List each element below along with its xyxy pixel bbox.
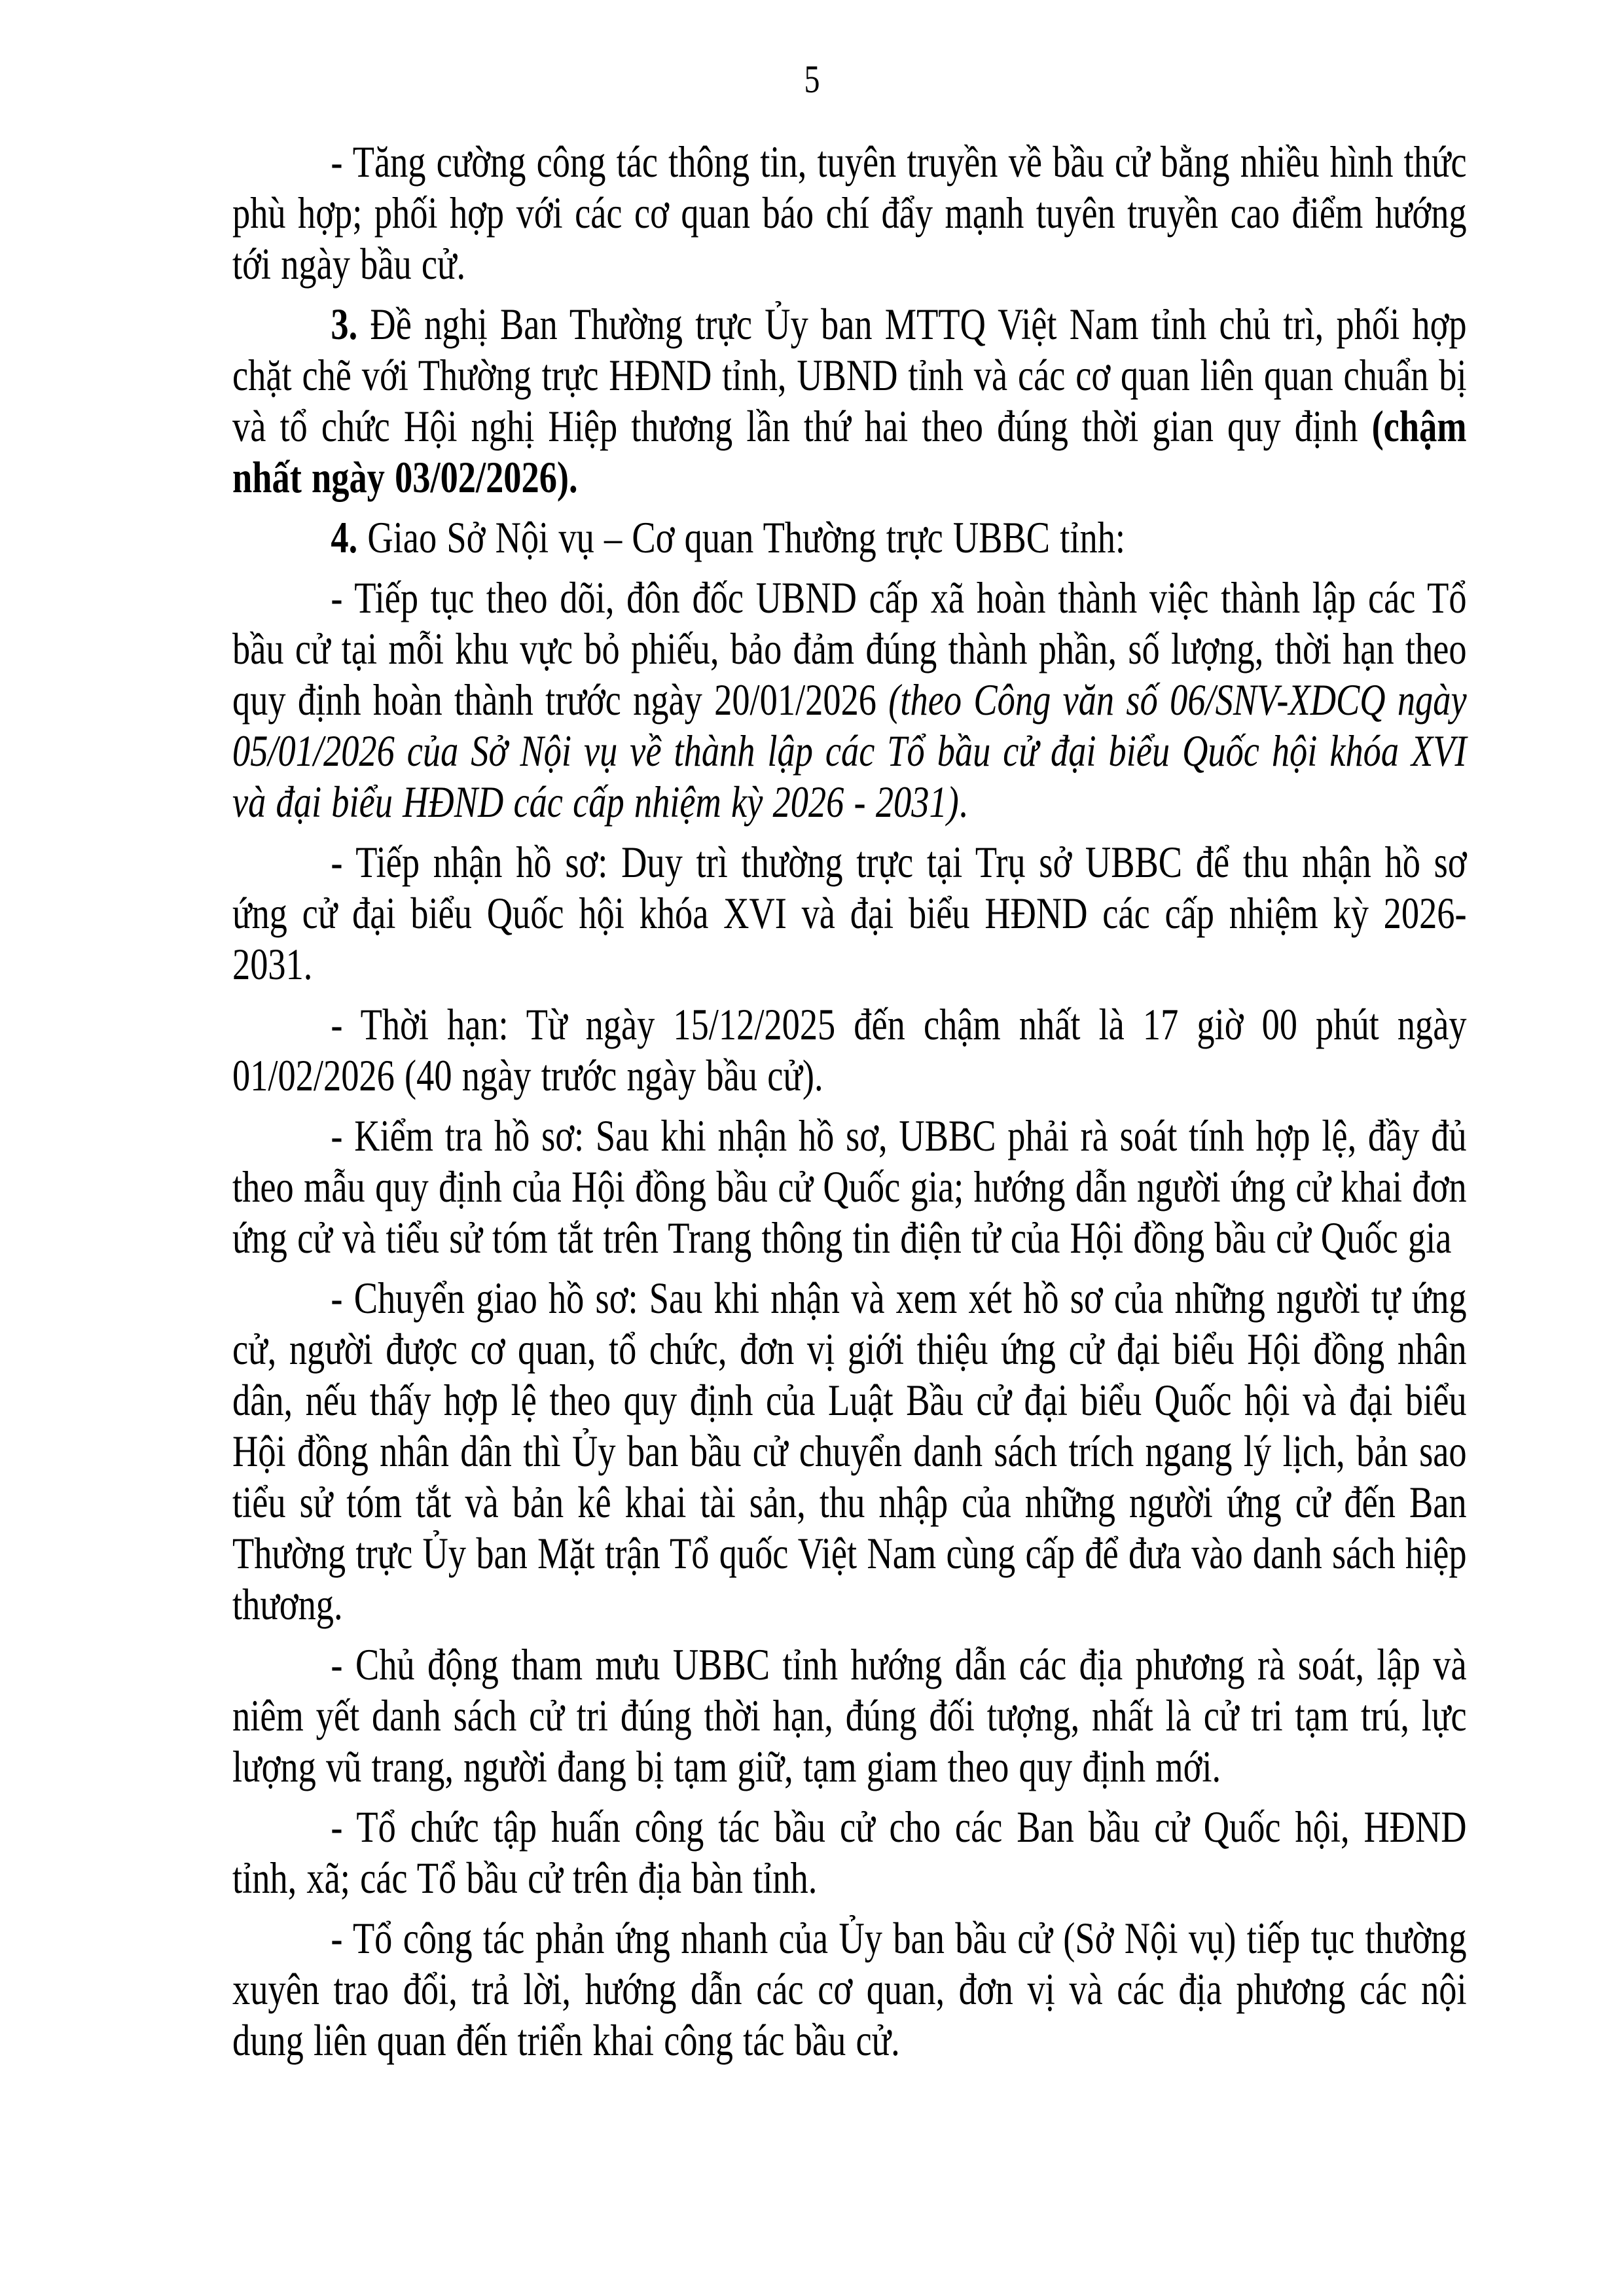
text-segment: - Kiểm tra hồ sơ: Sau khi nhận hồ sơ, UBBC phải rà soát tính hợp lệ, đầy đủ theo mẫu quy định của Hội đồng bầu cử Quốc gia; hướng dẫn người ứng cử khai đơn ứng cử và tiểu sử tóm tắt trên Trang thông tin điện tử của Hội đồng bầu cử Quốc gia: [232, 1111, 1467, 1263]
paragraph: [232, 512, 1467, 563]
document-body: [232, 136, 1467, 2075]
paragraph: [232, 572, 1467, 827]
paragraph: [232, 1272, 1467, 1630]
paragraph: [232, 836, 1467, 990]
paragraph: [232, 1801, 1467, 1903]
text-segment: 3.: [331, 299, 358, 349]
page-number: 5: [804, 58, 820, 101]
text-segment: .: [958, 777, 968, 827]
text-segment: Giao Sở Nội vụ – Cơ quan Thường trực UBBC tỉnh:: [357, 512, 1126, 562]
paragraph: [232, 136, 1467, 289]
paragraph: [232, 298, 1467, 503]
text-segment: 4.: [331, 512, 358, 562]
text-segment: - Chuyển giao hồ sơ: Sau khi nhận và xem xét hồ sơ của những người tự ứng cử, người được cơ quan, tổ chức, đơn vị giới thiệu ứng cử đại biểu Hội đồng nhân dân, nếu thấy hợp lệ theo quy định của Luật Bầu cử đại biểu Quốc hội và đại biểu Hội đồng nhân dân thì Ủy ban bầu cử chuyển danh sách trích ngang lý lịch, bản sao tiểu sử tóm tắt và bản kê khai tài sản, thu nhập của những người ứng cử đến Ban Thường trực Ủy ban Mặt trận Tổ quốc Việt Nam cùng cấp để đưa vào danh sách hiệp thương.: [232, 1273, 1467, 1629]
paragraph: [232, 1110, 1467, 1263]
text-segment: - Tiếp tục theo dõi, đôn đốc UBND cấp xã hoàn thành việc thành lập các Tổ bầu cử tại mỗi khu vực bỏ phiếu, bảo đảm đúng thành phần, số lượng, thời hạn theo quy định hoàn thành trước ngày 20/01/2026: [232, 573, 1467, 725]
text-segment: - Thời hạn: Từ ngày 15/12/2025 đến chậm nhất là 17 giờ 00 phút ngày 01/02/2026 (40 ngày trước ngày bầu cử).: [232, 999, 1467, 1100]
text-segment: (theo Công văn số 06/SNV-XDCQ ngày 05/01/2026 của Sở Nội vụ về thành lập các Tổ bầu cử đại biểu Quốc hội khóa XVI và đại biểu HĐND các cấp nhiệm kỳ 2026 - 2031): [232, 675, 1467, 827]
text-segment: - Chủ động tham mưu UBBC tỉnh hướng dẫn các địa phương rà soát, lập và niêm yết danh sách cử tri đúng thời hạn, đúng đối tượng, nhất là cử tri tạm trú, lực lượng vũ trang, người đang bị tạm giữ, tạm giam theo quy định mới.: [232, 1640, 1467, 1791]
paragraph: [232, 1639, 1467, 1792]
text-segment: (chậm nhất ngày 03/02/2026).: [232, 401, 1467, 502]
paragraph: [232, 999, 1467, 1101]
text-segment: - Tổ công tác phản ứng nhanh của Ủy ban bầu cử (Sở Nội vụ) tiếp tục thường xuyên trao đổi, trả lời, hướng dẫn các cơ quan, đơn vị và các địa phương các nội dung liên quan đến triển khai công tác bầu cử.: [232, 1913, 1467, 2065]
text-segment: Đề nghị Ban Thường trực Ủy ban MTTQ Việt Nam tỉnh chủ trì, phối hợp chặt chẽ với Thường trực HĐND tỉnh, UBND tỉnh và các cơ quan liên quan chuẩn bị và tổ chức Hội nghị Hiệp thương lần thứ hai theo đúng thời gian quy định: [232, 299, 1467, 451]
paragraph: [232, 1912, 1467, 2066]
text-segment: - Tiếp nhận hồ sơ: Duy trì thường trực tại Trụ sở UBBC để thu nhận hồ sơ ứng cử đại biểu Quốc hội khóa XVI và đại biểu HĐND các cấp nhiệm kỳ 2026-2031.: [232, 837, 1467, 989]
text-segment: - Tổ chức tập huấn công tác bầu cử cho các Ban bầu cử Quốc hội, HĐND tỉnh, xã; các Tổ bầu cử trên địa bàn tỉnh.: [232, 1802, 1467, 1903]
text-segment: - Tăng cường công tác thông tin, tuyên truyền về bầu cử bằng nhiều hình thức phù hợp; phối hợp với các cơ quan báo chí đẩy mạnh tuyên truyền cao điểm hướng tới ngày bầu cử.: [232, 137, 1467, 289]
